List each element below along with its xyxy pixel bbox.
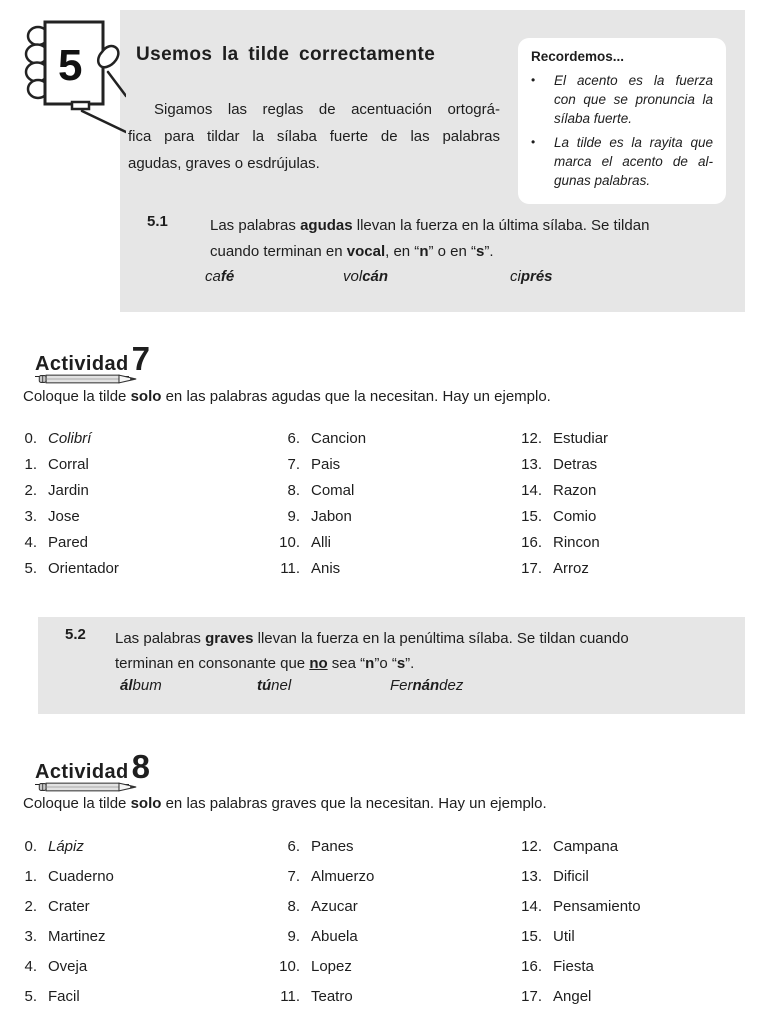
list-item: [12, 838, 114, 868]
item-number: 16.: [521, 534, 542, 551]
activity-number: 7: [131, 340, 150, 377]
item-number: 2.: [24, 898, 37, 915]
activity-label: Actividad: [35, 761, 129, 783]
example-word: Fernández: [390, 677, 464, 694]
list-item: [512, 958, 641, 988]
item-number: 6.: [287, 430, 300, 447]
badge-number: 5: [58, 41, 83, 90]
item-word: Detras: [553, 456, 598, 473]
item-word: Cuaderno: [48, 868, 114, 885]
list-column: [12, 430, 119, 586]
list-item: [512, 868, 641, 898]
bullet-text: La tilde es la rayita que marca el acento de al- gunas palabras.: [554, 135, 713, 188]
item-number: 9.: [287, 508, 300, 525]
intro-line: agudas, graves o esdrújulas.: [128, 155, 320, 172]
list-item: [512, 430, 608, 456]
item-number: 3.: [24, 508, 37, 525]
recordemos-bullet: [531, 133, 713, 190]
list-item: [270, 430, 366, 456]
item-number: 7.: [287, 456, 300, 473]
list-item: [12, 868, 114, 898]
list-item: [270, 560, 366, 586]
item-word: Pais: [311, 456, 341, 473]
item-number: 4.: [24, 958, 37, 975]
rule-number: 5.2: [65, 626, 86, 643]
item-word: Arroz: [553, 560, 589, 577]
example-word: volcán: [343, 268, 389, 285]
list-item: [12, 898, 114, 928]
recordemos-box: [518, 38, 726, 204]
item-word: Razon: [553, 482, 597, 499]
example-word: ciprés: [510, 268, 553, 285]
list-item: [270, 482, 366, 508]
list-item: [512, 508, 608, 534]
item-number: 11.: [280, 988, 300, 1005]
item-number: 16.: [521, 958, 542, 975]
activity-label: Actividad: [35, 353, 129, 375]
list-item: [12, 534, 119, 560]
list-column: [270, 838, 374, 1018]
item-word: Crater: [48, 898, 90, 915]
item-number: 0.: [24, 838, 37, 855]
item-word: Teatro: [311, 988, 353, 1005]
item-number: 12.: [521, 838, 542, 855]
example-word: café: [205, 268, 235, 285]
recordemos-title: Recordemos...: [531, 49, 625, 64]
activity-7-instruction: Coloque la tilde solo en las palabras agudas que la necesitan. Hay un ejemplo.: [23, 388, 551, 405]
hand-holding-card-icon: [14, 12, 126, 134]
item-number: 8.: [287, 482, 300, 499]
item-number: 0.: [24, 430, 37, 447]
intro-paragraph: [128, 96, 500, 177]
item-number: 7.: [287, 868, 300, 885]
item-number: 13.: [521, 868, 542, 885]
rule-5-2: [65, 626, 695, 676]
item-number: 17.: [521, 988, 542, 1005]
list-column: [512, 838, 641, 1018]
rule-text: Las palabras agudas llevan la fuerza en la última sílaba. Se tildan cuando terminan en vocal, en “n” o en “s”.: [210, 217, 650, 260]
list-item: [512, 456, 608, 482]
bullet-dot-icon: •: [531, 135, 536, 149]
list-item: [270, 928, 374, 958]
list-item: [270, 958, 374, 988]
rule-5-1-examples: [120, 268, 745, 290]
intro-line: fica para tildar la sílaba fuerte de las palabras: [128, 128, 500, 145]
example-word: álbum: [120, 677, 162, 694]
item-number: 14.: [521, 482, 542, 499]
item-word: Pared: [48, 534, 89, 551]
item-word: Estudiar: [553, 430, 609, 447]
item-word: Corral: [48, 456, 89, 473]
pencil-icon: [33, 373, 145, 385]
list-item: [270, 898, 374, 928]
item-number: 10.: [279, 534, 300, 551]
rule-number: 5.1: [147, 213, 168, 230]
item-word: Orientador: [48, 560, 119, 577]
example-word: túnel: [257, 677, 292, 694]
item-number: 17.: [521, 560, 542, 577]
activity-7-heading: [35, 340, 150, 378]
item-word: Angel: [553, 988, 592, 1005]
item-word: Colibrí: [48, 430, 92, 447]
item-number: 13.: [521, 456, 542, 473]
item-number: 1.: [24, 456, 37, 473]
list-item: [270, 534, 366, 560]
item-word: Pensamiento: [553, 898, 641, 915]
item-number: 3.: [24, 928, 37, 945]
list-item: [270, 508, 366, 534]
bullet-dot-icon: •: [531, 73, 536, 87]
item-word: Jabon: [311, 508, 352, 525]
item-word: Jose: [48, 508, 80, 525]
list-item: [12, 508, 119, 534]
item-word: Panes: [311, 838, 354, 855]
list-item: [12, 430, 119, 456]
list-item: [512, 898, 641, 928]
list-item: [12, 482, 119, 508]
list-item: [512, 928, 641, 958]
item-word: Dificil: [553, 868, 589, 885]
list-item: [270, 988, 374, 1018]
unit-header-panel: [120, 10, 745, 312]
item-number: 5.: [24, 560, 37, 577]
item-number: 5.: [24, 988, 37, 1005]
item-number: 12.: [521, 430, 542, 447]
list-item: [512, 534, 608, 560]
rule-text: Las palabras graves llevan la fuerza en la penúltima sílaba. Se tildan cuando terminan en consonante que no sea “n”o “s”.: [115, 630, 629, 672]
item-number: 15.: [521, 508, 542, 525]
item-word: Jardin: [48, 482, 89, 499]
item-word: Oveja: [48, 958, 88, 975]
list-item: [512, 482, 608, 508]
list-column: [270, 430, 366, 586]
list-column: [512, 430, 608, 586]
rule-5-2-examples: [38, 677, 745, 699]
list-item: [512, 560, 608, 586]
unit-title: Usemos la tilde correctamente: [136, 44, 436, 65]
item-word: Alli: [311, 534, 332, 551]
item-word: Campana: [553, 838, 619, 855]
list-item: [270, 456, 366, 482]
item-number: 2.: [24, 482, 37, 499]
item-word: Rincon: [553, 534, 600, 551]
item-number: 14.: [521, 898, 542, 915]
pencil-icon: [33, 781, 145, 793]
list-item: [12, 928, 114, 958]
item-word: Azucar: [311, 898, 358, 915]
activity-8-heading: [35, 748, 150, 786]
activity-number: 8: [131, 748, 150, 785]
item-number: 6.: [287, 838, 300, 855]
item-word: Util: [553, 928, 575, 945]
bullet-text: El acento es la fuerza con que se pronuncia la sílaba fuerte.: [554, 73, 713, 126]
item-word: Comal: [311, 482, 355, 499]
list-item: [512, 838, 641, 868]
item-number: 4.: [24, 534, 37, 551]
activity-8-instruction: Coloque la tilde solo en las palabras graves que la necesitan. Hay un ejemplo.: [23, 795, 547, 812]
item-number: 10.: [279, 958, 300, 975]
item-number: 11.: [280, 560, 300, 577]
item-number: 15.: [521, 928, 542, 945]
list-item: [12, 560, 119, 586]
item-word: Almuerzo: [311, 868, 375, 885]
list-item: [270, 838, 374, 868]
rule-5-1: [147, 213, 727, 265]
item-word: Abuela: [311, 928, 358, 945]
item-word: Martinez: [48, 928, 106, 945]
item-word: Lopez: [311, 958, 352, 975]
rule-5-2-panel: [38, 617, 745, 714]
item-word: Lápiz: [48, 838, 84, 855]
list-item: [12, 958, 114, 988]
list-item: [12, 988, 114, 1018]
item-number: 8.: [287, 898, 300, 915]
item-word: Facil: [48, 988, 80, 1005]
list-column: [12, 838, 114, 1018]
item-number: 9.: [287, 928, 300, 945]
recordemos-bullet: [531, 71, 713, 128]
list-item: [270, 868, 374, 898]
intro-line: Sigamos las reglas de acentuación ortográ-: [154, 101, 500, 118]
item-word: Comio: [553, 508, 597, 525]
list-item: [512, 988, 641, 1018]
unit-badge: [14, 12, 126, 134]
item-word: Fiesta: [553, 958, 594, 975]
item-word: Anis: [311, 560, 341, 577]
list-item: [12, 456, 119, 482]
item-number: 1.: [24, 868, 37, 885]
item-word: Cancion: [311, 430, 367, 447]
